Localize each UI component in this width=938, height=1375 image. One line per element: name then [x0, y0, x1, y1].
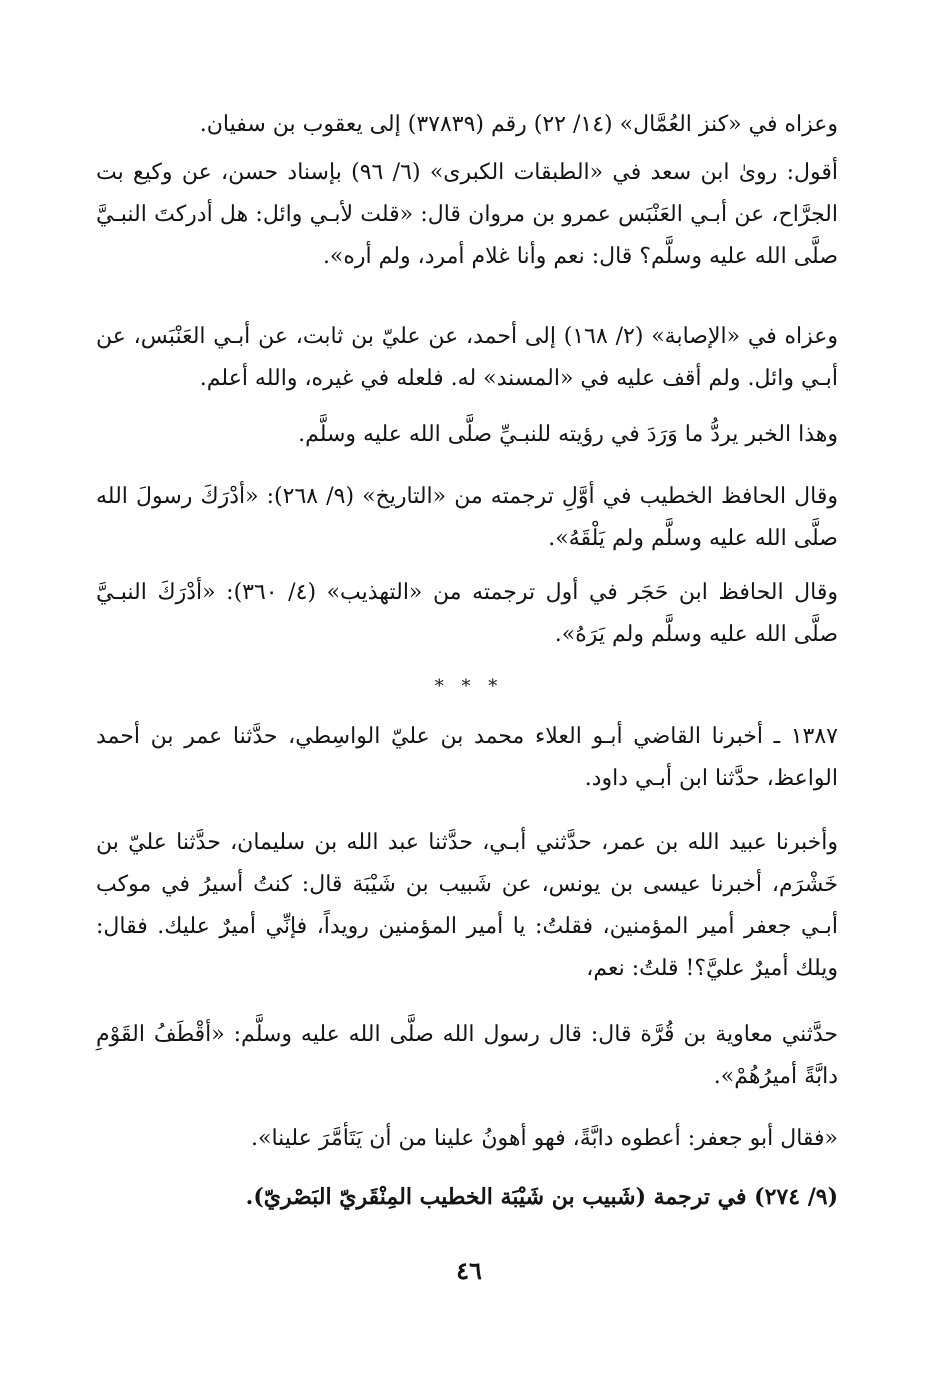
page-number: ٤٦ — [456, 1256, 482, 1285]
paragraph-abu-jafar-reply: «فقال أبو جعفر: أعطوه دابَّةً، فهو أهونُ علينا من أن يَتَأمَّرَ علينا». — [251, 1126, 838, 1151]
paragraph-footnote-reference: (٩/ ٢٧٤) في ترجمة (شَبيب بن شَيْبَة الخطيب المِنْقَريّ البَصْريّ). — [245, 1184, 838, 1210]
section-separator: * * * — [434, 676, 504, 697]
paragraph-kanz-reference: وعزاه في «كنز العُمَّال» (١٤/ ٢٢) رقم (٣٧٨٣٩) إلى يعقوب بن سفيان. — [199, 112, 838, 137]
paragraph-hadith-text: حدَّثني معاوية بن قُرَّة قال: قال رسول الله صلَّى الله عليه وسلَّم: «أقْطَفُ القَوْمِ دابَّةً أميرُهُمْ». — [96, 1022, 838, 1089]
paragraph-report-refutation: وهذا الخبر يردُّ ما وَرَدَ في رؤيته للنبـيِّ صلَّى الله عليه وسلَّم. — [298, 422, 838, 447]
paragraph-ibn-saad-narration: أقول: روىٰ ابن سعد في «الطبقات الكبرى» (٦/ ٩٦) بإسناد حسن، عن وكيع بت الجرَّاح، عن أبـي العَنْبَس عمرو بن مروان قال: «قلت لأبـي وائل: هل أدركتَ النبـيَّ صلَّى الله عليه وسلَّم؟ قال: نعم وأنا غلام أمرد، ولم أره». — [96, 160, 839, 269]
paragraph-ibn-hajar-quote: وقال الحافظ ابن حَجَر في أول ترجمته من «التهذيب» (٤/ ٣٦٠): «أدْرَكَ النبـيَّ صلَّى الله عليه وسلَّم ولم يَرَهُ». — [96, 580, 838, 647]
paragraph-hadith-1387-chain: ١٣٨٧ ـ أخبرنا القاضي أبـو العلاء محمد بن عليّ الواسِطي، حدَّثنا عمر بن أحمد الواعظ، حدَّثنا ابن أبـي داود. — [96, 724, 838, 791]
paragraph-second-chain: وأخبرنا عبيد الله بن عمر، حدَّثني أبـي، حدَّثنا عبد الله بن سليمان، حدَّثنا عليّ بن خَشْرَم، أخبرنا عيسى بن يونس، عن شَبيب بن شَيْبَة قال: كنتُ أسيرُ في موكب أبـي جعفر أمير المؤمنين، فقلتُ: يا أمير المؤمنين رويداً، فإنِّي أميرٌ عليك. فقال: ويلك أميرٌ عليَّ؟! قلتُ: نعم، — [96, 830, 838, 981]
paragraph-isabah-reference: وعزاه في «الإصابة» (٢/ ١٦٨) إلى أحمد، عن عليّ بن ثابت، عن أبـي العَنْبَس، عن أبـي وائل. ولم أقف عليه في «المسند» له. فلعله في غيره، والله أعلم. — [96, 324, 839, 391]
paragraph-khatib-quote: وقال الحافظ الخطيب في أوَّلِ ترجمته من «التاريخ» (٩/ ٢٦٨): «أدْرَكَ رسولَ الله صلَّى الله عليه وسلَّم ولم يَلْقَهُ». — [96, 484, 839, 551]
